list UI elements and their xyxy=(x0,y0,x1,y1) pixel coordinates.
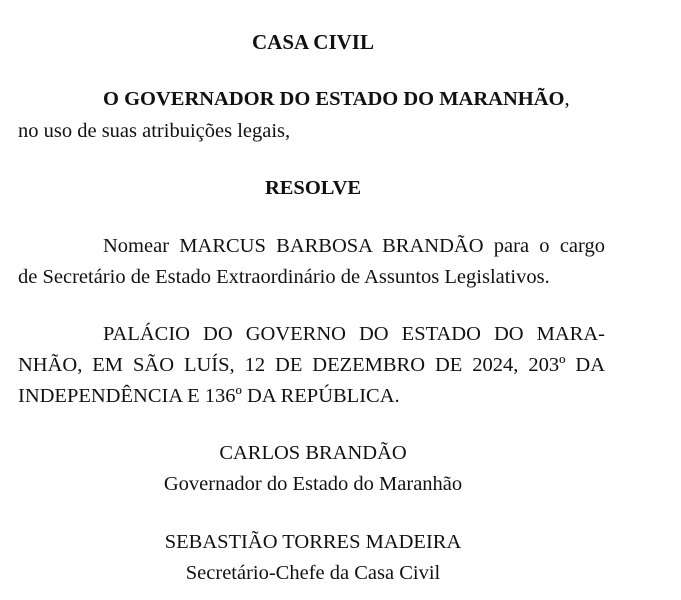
preamble-clause: no uso de suas atribuições legais, xyxy=(18,120,291,142)
resolve-heading: RESOLVE xyxy=(264,177,362,199)
dateline-line-2: NHÃO, EM SÃO LUÍS, 12 DE DEZEMBRO DE 2024, 203º DA xyxy=(18,354,605,376)
section-heading: CASA CIVIL xyxy=(252,30,374,54)
act-line-1: Nomear MARCUS BARBOSA BRANDÃO para o cargo xyxy=(103,235,605,257)
authority-line xyxy=(103,87,570,111)
act-line-2: de Secretário de Estado Extraordinário de Assuntos Legislativos. xyxy=(18,266,550,288)
authority-suffix: , xyxy=(564,88,570,110)
signatory-name: CARLOS BRANDÃO xyxy=(219,442,407,464)
dateline-line-1: PALÁCIO DO GOVERNO DO ESTADO DO MARA- xyxy=(103,323,605,345)
dateline-line-3: INDEPENDÊNCIA E 136º DA REPÚBLICA. xyxy=(18,385,400,407)
signatory-title: Secretário-Chefe da Casa Civil xyxy=(185,562,441,584)
signatory-title: Governador do Estado do Maranhão xyxy=(163,473,463,495)
authority-title: O GOVERNADOR DO ESTADO DO MARANHÃO xyxy=(103,88,565,110)
signatory-name: SEBASTIÃO TORRES MADEIRA xyxy=(164,531,462,553)
